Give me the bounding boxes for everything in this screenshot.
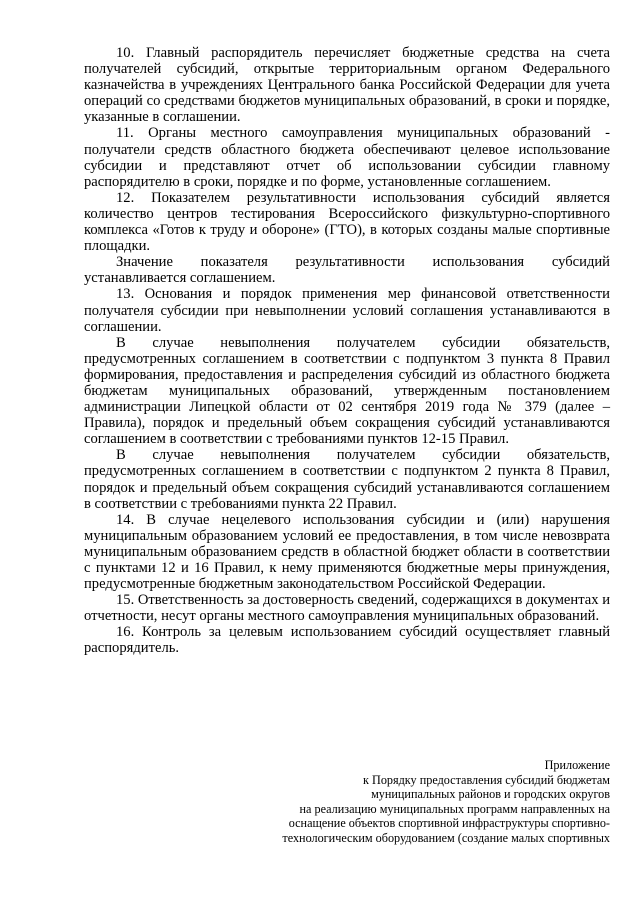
paragraph-16: 16. Контроль за целевым использованием субсидий осуществляет главный распорядитель.	[84, 624, 610, 657]
appendix-line: к Порядку предоставления субсидий бюджетам	[363, 772, 610, 787]
paragraph-15: 15. Ответственность за достоверность сведений, содержащихся в документах и отчетности, несут органы местного самоуправления муниципальных образований.	[84, 592, 610, 625]
paragraph-10: 10. Главный распорядитель перечисляет бюджетные средства на счета получателей субсидий, открытые территориальным органом Федерального казначейства в учреждениях Центрального банка Российской Федерации для учета операций со средствами бюджетов муниципальных образований, в сроки и порядке, указанные в соглашении.	[84, 45, 610, 126]
paragraph-12: 12. Показателем результативности использования субсидий является количество центров тестирования Всероссийского физкультурно-спортивного комплекса «Готов к труду и обороне» (ГТО), в которых созданы малые спортивные площадки.	[84, 189, 610, 255]
appendix-title: Приложение	[544, 758, 610, 772]
paragraph-13-case-1: В случае невыполнения получателем субсидии обязательств, предусмотренных соглашением в соответствии с подпунктом 3 пункта 8 Правил формирования, предоставления и распределения субсидий из областного бюджета бюджетам муниципальных образований, утвержденным постановлением администрации Липецкой области от 02 сентября 2019 года № 379 (далее – Правила), порядок и предельный объем сокращения субсидий устанавливаются соглашением в соответствии с требованиями пунктов 12-15 Правил.	[84, 334, 610, 448]
paragraph-12-value: Значение показателя результативности использования субсидий устанавливается соглашением.	[84, 254, 610, 287]
document-body	[84, 45, 610, 657]
paragraph-13: 13. Основания и порядок применения мер финансовой ответственности получателя субсидии при невыполнении условий соглашения устанавливаются в соглашении.	[84, 286, 610, 335]
appendix-line: муниципальных районов и городских округов	[371, 787, 610, 802]
appendix-line: технологическим оборудованием (создание малых спортивных	[282, 830, 610, 845]
appendix-line: оснащение объектов спортивной инфраструктуры спортивно-	[288, 816, 610, 831]
appendix-header	[240, 758, 610, 846]
paragraph-14: 14. В случае нецелевого использования субсидии и (или) нарушения муниципальным образованием условий ее предоставления, в том числе невозврата муниципальным образованием средств в областной бюджет области в соответствии с пунктами 12 и 16 Правил, к нему применяются бюджетные меры принуждения, предусмотренные бюджетным законодательством Российской Федерации.	[84, 511, 610, 593]
paragraph-13-case-2: В случае невыполнения получателем субсидии обязательств, предусмотренных соглашением в соответствии с подпунктом 2 пункта 8 Правил, порядок и предельный объем сокращения субсидий устанавливаются соглашением в соответствии с требованиями пункта 22 Правил.	[84, 447, 610, 512]
paragraph-11: 11. Органы местного самоуправления муниципальных образований - получатели средств областного бюджета обеспечивают целевое использование субсидии и представляют отчет об использовании субсидии главному распорядителю в сроки, порядке и по форме, установленные соглашением.	[84, 125, 610, 190]
appendix-line: на реализацию муниципальных программ направленных на	[299, 801, 610, 816]
